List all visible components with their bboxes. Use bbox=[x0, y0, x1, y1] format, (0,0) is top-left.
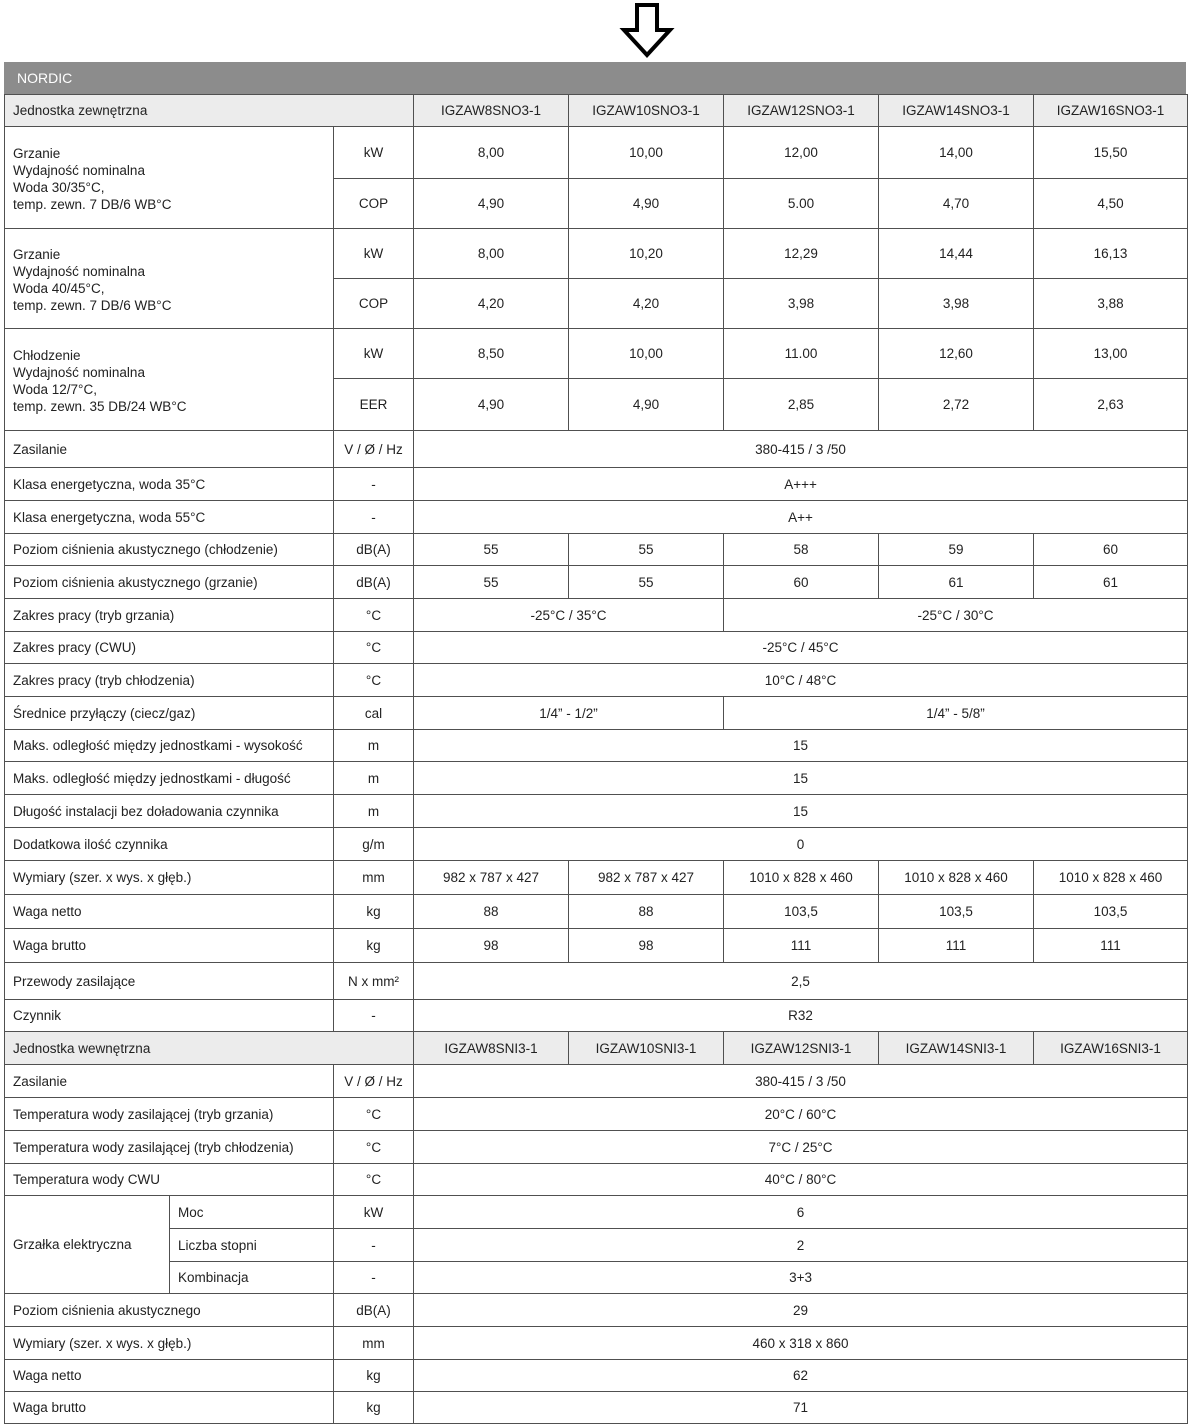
unit-cell: °C bbox=[334, 1131, 414, 1164]
model-cell: IGZAW12SNI3-1 bbox=[724, 1032, 879, 1065]
value-cell: 10,20 bbox=[569, 229, 724, 279]
value-cell: 62 bbox=[414, 1360, 1188, 1392]
value-cell: 2,72 bbox=[879, 379, 1034, 431]
value-cell: -25°C / 30°C bbox=[724, 599, 1188, 632]
unit-cell: V / Ø / Hz bbox=[334, 1065, 414, 1098]
label-line: Wydajność nominalna bbox=[13, 162, 145, 178]
unit-cell: - bbox=[334, 501, 414, 534]
value-cell: 4,90 bbox=[569, 379, 724, 431]
indoor-power-supply-row bbox=[5, 1065, 1188, 1098]
row-label: Temperatura wody zasilającej (tryb chłodzenia) bbox=[5, 1131, 334, 1164]
power-supply-row bbox=[5, 431, 1188, 468]
pipe-diameter-row bbox=[5, 697, 1188, 730]
indoor-gross-weight-row bbox=[5, 1392, 1188, 1424]
row-label: Temperatura wody CWU bbox=[5, 1164, 334, 1196]
model-cell: IGZAW14SNO3-1 bbox=[879, 95, 1034, 127]
value-cell: 103,5 bbox=[724, 895, 879, 929]
value-cell: 15 bbox=[414, 730, 1188, 762]
value-cell: 2,5 bbox=[414, 963, 1188, 1000]
value-cell: 7°C / 25°C bbox=[414, 1131, 1188, 1164]
row-label: Waga netto bbox=[5, 1360, 334, 1392]
model-cell: IGZAW10SNO3-1 bbox=[569, 95, 724, 127]
value-cell: 98 bbox=[414, 929, 569, 963]
value-cell: 4,50 bbox=[1034, 179, 1188, 229]
value-cell: 3,88 bbox=[1034, 279, 1188, 329]
unit-cell: °C bbox=[334, 632, 414, 664]
label-line: Grzanie bbox=[13, 145, 61, 161]
value-cell: 11.00 bbox=[724, 329, 879, 379]
dimensions-row bbox=[5, 861, 1188, 895]
value-cell: 982 x 787 x 427 bbox=[569, 861, 724, 895]
row-label: Klasa energetyczna, woda 55°C bbox=[5, 501, 334, 534]
outdoor-title: Jednostka zewnętrzna bbox=[5, 95, 414, 127]
range-cooling-row bbox=[5, 664, 1188, 697]
value-cell: 2 bbox=[414, 1229, 1188, 1262]
value-cell: 98 bbox=[569, 929, 724, 963]
heating-45-capacity-row bbox=[5, 229, 1188, 279]
label-line: Grzanie bbox=[13, 246, 61, 262]
row-label: Zakres pracy (tryb chłodzenia) bbox=[5, 664, 334, 697]
unit-cell: - bbox=[334, 468, 414, 501]
label-line: Woda 40/45°C, bbox=[13, 280, 105, 296]
value-cell: 103,5 bbox=[1034, 895, 1188, 929]
unit-cell: °C bbox=[334, 1098, 414, 1131]
install-length-row bbox=[5, 795, 1188, 828]
row-label: Maks. odległość między jednostkami - długość bbox=[5, 762, 334, 795]
row-label: Waga brutto bbox=[5, 929, 334, 963]
row-label: Zakres pracy (tryb grzania) bbox=[5, 599, 334, 632]
value-cell: R32 bbox=[414, 1000, 1188, 1032]
value-cell: 40°C / 80°C bbox=[414, 1164, 1188, 1196]
row-label: Waga brutto bbox=[5, 1392, 334, 1424]
value-cell: 14,00 bbox=[879, 127, 1034, 179]
unit-cell: °C bbox=[334, 1164, 414, 1196]
supply-temp-cooling-row bbox=[5, 1131, 1188, 1164]
value-cell: 58 bbox=[724, 534, 879, 566]
unit-cell: - bbox=[334, 1000, 414, 1032]
row-label: Długość instalacji bez doładowania czynnika bbox=[5, 795, 334, 828]
heating-45-label bbox=[5, 229, 334, 329]
value-cell: 15,50 bbox=[1034, 127, 1188, 179]
value-cell: 111 bbox=[1034, 929, 1188, 963]
heating-35-capacity-row bbox=[5, 127, 1188, 179]
value-cell: 59 bbox=[879, 534, 1034, 566]
model-cell: IGZAW10SNI3-1 bbox=[569, 1032, 724, 1065]
value-cell: 111 bbox=[724, 929, 879, 963]
value-cell: 55 bbox=[569, 566, 724, 599]
spec-table bbox=[4, 94, 1188, 1424]
value-cell: 2,85 bbox=[724, 379, 879, 431]
value-cell: 380-415 / 3 /50 bbox=[414, 431, 1188, 468]
unit-cell: dB(A) bbox=[334, 566, 414, 599]
value-cell: 61 bbox=[1034, 566, 1188, 599]
label-line: Wydajność nominalna bbox=[13, 364, 145, 380]
row-label: Dodatkowa ilość czynnika bbox=[5, 828, 334, 861]
gross-weight-row bbox=[5, 929, 1188, 963]
noise-heating-row bbox=[5, 566, 1188, 599]
value-cell: 8,00 bbox=[414, 229, 569, 279]
power-cables-row bbox=[5, 963, 1188, 1000]
down-arrow-icon bbox=[618, 2, 676, 60]
unit-cell: - bbox=[334, 1229, 414, 1262]
noise-cooling-row bbox=[5, 534, 1188, 566]
value-cell: 3,98 bbox=[724, 279, 879, 329]
row-label: Zasilanie bbox=[5, 431, 334, 468]
row-label: Czynnik bbox=[5, 1000, 334, 1032]
value-cell: 1/4” - 5/8” bbox=[724, 697, 1188, 730]
value-cell: 12,00 bbox=[724, 127, 879, 179]
value-cell: 61 bbox=[879, 566, 1034, 599]
unit-cell: N x mm² bbox=[334, 963, 414, 1000]
label-line: temp. zewn. 7 DB/6 WB°C bbox=[13, 297, 172, 313]
heater-combination-row bbox=[5, 1262, 1188, 1294]
value-cell: 20°C / 60°C bbox=[414, 1098, 1188, 1131]
unit-cell: COP bbox=[334, 279, 414, 329]
row-label: Klasa energetyczna, woda 35°C bbox=[5, 468, 334, 501]
indoor-dimensions-row bbox=[5, 1327, 1188, 1360]
unit-cell: dB(A) bbox=[334, 1294, 414, 1327]
value-cell: 55 bbox=[414, 566, 569, 599]
value-cell: 10,00 bbox=[569, 127, 724, 179]
value-cell: 1010 x 828 x 460 bbox=[879, 861, 1034, 895]
value-cell: 16,13 bbox=[1034, 229, 1188, 279]
row-label: Wymiary (szer. x wys. x głęb.) bbox=[5, 861, 334, 895]
section-title: NORDIC bbox=[4, 62, 1186, 94]
row-label: Poziom ciśnienia akustycznego bbox=[5, 1294, 334, 1327]
row-label: Przewody zasilające bbox=[5, 963, 334, 1000]
indoor-header-row bbox=[5, 1032, 1188, 1065]
model-cell: IGZAW14SNI3-1 bbox=[879, 1032, 1034, 1065]
unit-cell: - bbox=[334, 1262, 414, 1294]
value-cell: 4,70 bbox=[879, 179, 1034, 229]
model-cell: IGZAW16SNO3-1 bbox=[1034, 95, 1188, 127]
row-label: Maks. odległość między jednostkami - wysokość bbox=[5, 730, 334, 762]
unit-cell: kW bbox=[334, 127, 414, 179]
row-label: Zasilanie bbox=[5, 1065, 334, 1098]
value-cell: 4,90 bbox=[414, 179, 569, 229]
unit-cell: kg bbox=[334, 895, 414, 929]
dhw-temp-row bbox=[5, 1164, 1188, 1196]
cooling-label bbox=[5, 329, 334, 431]
value-cell: 13,00 bbox=[1034, 329, 1188, 379]
range-heating-row bbox=[5, 599, 1188, 632]
label-line: temp. zewn. 7 DB/6 WB°C bbox=[13, 196, 172, 212]
net-weight-row bbox=[5, 895, 1188, 929]
heater-stages-row bbox=[5, 1229, 1188, 1262]
value-cell: 55 bbox=[569, 534, 724, 566]
unit-cell: COP bbox=[334, 179, 414, 229]
value-cell: 4,20 bbox=[414, 279, 569, 329]
value-cell: 380-415 / 3 /50 bbox=[414, 1065, 1188, 1098]
supply-temp-heating-row bbox=[5, 1098, 1188, 1131]
unit-cell: kW bbox=[334, 1196, 414, 1229]
value-cell: 60 bbox=[724, 566, 879, 599]
unit-cell: mm bbox=[334, 1327, 414, 1360]
range-dhw-row bbox=[5, 632, 1188, 664]
value-cell: 111 bbox=[879, 929, 1034, 963]
value-cell: 8,50 bbox=[414, 329, 569, 379]
extra-refrigerant-row bbox=[5, 828, 1188, 861]
unit-cell: V / Ø / Hz bbox=[334, 431, 414, 468]
unit-cell: kg bbox=[334, 1360, 414, 1392]
value-cell: 12,29 bbox=[724, 229, 879, 279]
value-cell: 1/4” - 1/2” bbox=[414, 697, 724, 730]
refrigerant-row bbox=[5, 1000, 1188, 1032]
model-cell: IGZAW16SNI3-1 bbox=[1034, 1032, 1188, 1065]
value-cell: 88 bbox=[414, 895, 569, 929]
label-line: Chłodzenie bbox=[13, 347, 81, 363]
unit-cell: mm bbox=[334, 861, 414, 895]
unit-cell: dB(A) bbox=[334, 534, 414, 566]
label-line: temp. zewn. 35 DB/24 WB°C bbox=[13, 398, 187, 414]
value-cell: 15 bbox=[414, 762, 1188, 795]
unit-cell: kW bbox=[334, 229, 414, 279]
label-line: Woda 12/7°C, bbox=[13, 381, 97, 397]
row-label: Temperatura wody zasilającej (tryb grzania) bbox=[5, 1098, 334, 1131]
unit-cell: m bbox=[334, 795, 414, 828]
row-label: Poziom ciśnienia akustycznego (chłodzenie) bbox=[5, 534, 334, 566]
unit-cell: m bbox=[334, 762, 414, 795]
cooling-capacity-row bbox=[5, 329, 1188, 379]
row-label: Moc bbox=[170, 1196, 334, 1229]
value-cell: 12,60 bbox=[879, 329, 1034, 379]
row-label: Kombinacja bbox=[170, 1262, 334, 1294]
value-cell: -25°C / 45°C bbox=[414, 632, 1188, 664]
label-line: Wydajność nominalna bbox=[13, 263, 145, 279]
value-cell: -25°C / 35°C bbox=[414, 599, 724, 632]
heater-label: Grzałka elektryczna bbox=[5, 1196, 170, 1294]
value-cell: 103,5 bbox=[879, 895, 1034, 929]
value-cell: 3+3 bbox=[414, 1262, 1188, 1294]
value-cell: 10,00 bbox=[569, 329, 724, 379]
max-height-row bbox=[5, 730, 1188, 762]
value-cell: 2,63 bbox=[1034, 379, 1188, 431]
value-cell: 8,00 bbox=[414, 127, 569, 179]
value-cell: 4,90 bbox=[569, 179, 724, 229]
model-cell: IGZAW8SNO3-1 bbox=[414, 95, 569, 127]
row-label: Poziom ciśnienia akustycznego (grzanie) bbox=[5, 566, 334, 599]
label-line: Woda 30/35°C, bbox=[13, 179, 105, 195]
value-cell: 1010 x 828 x 460 bbox=[724, 861, 879, 895]
value-cell: 3,98 bbox=[879, 279, 1034, 329]
unit-cell: m bbox=[334, 730, 414, 762]
indoor-noise-row bbox=[5, 1294, 1188, 1327]
value-cell: 88 bbox=[569, 895, 724, 929]
unit-cell: kW bbox=[334, 329, 414, 379]
value-cell: A+++ bbox=[414, 468, 1188, 501]
unit-cell: EER bbox=[334, 379, 414, 431]
value-cell: 29 bbox=[414, 1294, 1188, 1327]
outdoor-header-row bbox=[5, 95, 1188, 127]
value-cell: 4,20 bbox=[569, 279, 724, 329]
row-label: Liczba stopni bbox=[170, 1229, 334, 1262]
value-cell: 5.00 bbox=[724, 179, 879, 229]
heating-35-label bbox=[5, 127, 334, 229]
value-cell: 1010 x 828 x 460 bbox=[1034, 861, 1188, 895]
row-label: Wymiary (szer. x wys. x głęb.) bbox=[5, 1327, 334, 1360]
indoor-title: Jednostka wewnętrzna bbox=[5, 1032, 414, 1065]
row-label: Zakres pracy (CWU) bbox=[5, 632, 334, 664]
value-cell: 60 bbox=[1034, 534, 1188, 566]
energy-class-35-row bbox=[5, 468, 1188, 501]
value-cell: 982 x 787 x 427 bbox=[414, 861, 569, 895]
row-label: Średnice przyłączy (ciecz/gaz) bbox=[5, 697, 334, 730]
model-cell: IGZAW12SNO3-1 bbox=[724, 95, 879, 127]
unit-cell: kg bbox=[334, 1392, 414, 1424]
unit-cell: °C bbox=[334, 664, 414, 697]
value-cell: A++ bbox=[414, 501, 1188, 534]
value-cell: 10°C / 48°C bbox=[414, 664, 1188, 697]
row-label: Waga netto bbox=[5, 895, 334, 929]
value-cell: 71 bbox=[414, 1392, 1188, 1424]
value-cell: 0 bbox=[414, 828, 1188, 861]
value-cell: 55 bbox=[414, 534, 569, 566]
value-cell: 460 x 318 x 860 bbox=[414, 1327, 1188, 1360]
value-cell: 6 bbox=[414, 1196, 1188, 1229]
unit-cell: kg bbox=[334, 929, 414, 963]
value-cell: 4,90 bbox=[414, 379, 569, 431]
unit-cell: °C bbox=[334, 599, 414, 632]
energy-class-55-row bbox=[5, 501, 1188, 534]
heater-power-row bbox=[5, 1196, 1188, 1229]
indoor-net-weight-row bbox=[5, 1360, 1188, 1392]
unit-cell: g/m bbox=[334, 828, 414, 861]
value-cell: 15 bbox=[414, 795, 1188, 828]
max-length-row bbox=[5, 762, 1188, 795]
model-cell: IGZAW8SNI3-1 bbox=[414, 1032, 569, 1065]
unit-cell: cal bbox=[334, 697, 414, 730]
value-cell: 14,44 bbox=[879, 229, 1034, 279]
